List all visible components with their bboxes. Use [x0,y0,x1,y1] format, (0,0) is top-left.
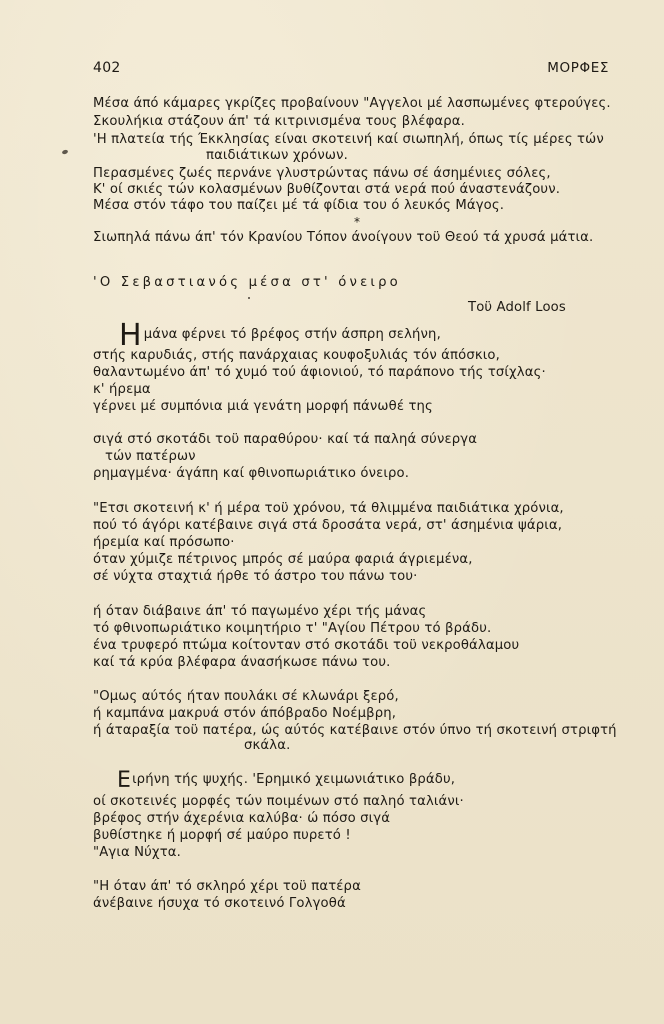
running-title: ΜΟΡΦΕΣ [547,60,609,76]
poem-line-text: μάνα φέρνει τό βρέφος στήν άσπρη σελήνη, [143,327,441,342]
poem-line: σέ νύχτα σταχτιά ήρθε τό άστρο του πάνω του· [93,569,418,584]
poem-line: "Ομως αύτός ήταν πουλάκι σέ κλωνάρι ξερό, [93,689,399,704]
ink-speck [248,297,250,299]
page-number: 402 [93,60,121,76]
poem-line: βυθίστηκε ή μορφή σέ μαύρο πυρετό ! [93,828,351,843]
page-header [93,60,609,80]
poem-line-with-dropcap [117,768,456,793]
poem-line: πού τό άγόρι κατέβαινε σιγά στά δροσάτα νερά, στ' άσημένια ψάρια, [93,518,563,533]
poem-line: κ' ήρεμα [93,382,151,397]
poem-line: τών πατέρων [105,449,196,464]
poem-line: ήρεμία καί πρόσωπο· [93,535,235,550]
poem-line-text: ιρήνη τής ψυχής. 'Ερημικό χειμωνιάτικο βράδυ, [132,772,456,787]
poem-title: 'Ο Σεβαστιανός μέσα στ' όνειρο [93,275,401,290]
poem-line: ένα τρυφερό πτώμα κοίτονταν στό σκοτάδι τοϋ νεκροθάλαμου [93,638,520,653]
poem-line: "Ετσι σκοτεινή κ' ή μέρα τοϋ χρόνου, τά θλιμμένα παιδιάτικα χρόνια, [93,501,564,516]
poem-line: καί τά κρύα βλέφαρα άνασήκωσε πάνω του. [93,655,391,670]
poem-line: σκάλα. [244,738,291,753]
poem-line: όταν χύμιζε πέτρινος μπρός σέ μαύρα φαριά άγριεμένα, [93,552,473,567]
poem-line: οί σκοτεινές μορφές τών ποιμένων στό παληό ταλιάνι· [93,794,464,809]
poem-line: άνέβαινε ήσυχα τό σκοτεινό Γολγοθά [93,896,346,911]
poem-line: τό φθινοπωριάτικο κοιμητήριο τ' "Αγίου Πέτρου τό βράδυ. [93,621,492,636]
poem-line: "Αγια Νύχτα. [93,845,181,860]
poem-line: ή καμπάνα μακρυά στόν άπόβραδο Νοέμβρη, [93,706,397,721]
top-poem-line: Σκουλήκια στάζουν άπ' τά κιτρινισμένα τους βλέφαρα. [93,114,465,129]
poem-line: γέρνει μέ συμπόνια μιά γενάτη μορφή πάνωθέ της [93,399,433,414]
poem-line: ή άταραξία τοϋ πατέρα, ώς αύτός κατέβαινε στόν ύπνο τή σκοτεινή στριφτή [93,723,617,738]
poem-line: θαλαντωμένο άπ' τό χυμό τού άφιονιού, τό παράπονο τής τσίχλας· [93,365,546,380]
top-poem-line: Σιωπηλά πάνω άπ' τόν Κρανίου Τόπον άνοίγουν τοϋ Θεού τά χρυσά μάτια. [93,230,594,245]
poem-dedication: Τοϋ Adolf Loos [468,300,566,315]
top-poem-line: παιδιάτικων χρόνων. [206,148,348,163]
top-poem-line: 'Η πλατεία τής Έκκλησίας είναι σκοτεινή καί σιωπηλή, όπως τίς μέρες τών [93,132,604,147]
poem-line-with-dropcap [119,318,441,353]
top-poem-line: Μέσα στόν τάφο του παίζει μέ τά φίδια του ό λευκός Μάγος. [93,198,505,213]
asterisk-separator: * [354,215,360,229]
top-poem-line: Κ' οί σκιές τών κολασμένων βυθίζονται στά νερά πού άναστενάζουν. [93,182,561,197]
poem-line: ρημαγμένα· άγάπη καί φθινοπωριάτικο όνειρο. [93,466,410,481]
top-poem-line: Περασμένες ζωές περνάνε γλυστρώντας πάνω σέ άσημένιες σόλες, [93,166,551,181]
poem-line: βρέφος στήν άχερένια καλύβα· ώ πόσο σιγά [93,811,391,826]
poem-line: στής καρυδιάς, στής πανάρχαιας κουφοξυλιάς τόν άπόσκιο, [93,348,500,363]
drop-cap: Ε [117,768,132,793]
drop-cap: Η [119,318,142,353]
poem-line: "Η όταν άπ' τό σκληρό χέρι τοϋ πατέρα [93,879,361,894]
ink-smudge [61,149,68,155]
top-poem-line: Μέσα άπό κάμαρες γκρίζες προβαίνουν "Αγγελοι μέ λασπωμένες φτερούγες. [93,96,611,111]
poem-line: σιγά στό σκοτάδι τοϋ παραθύρου· καί τά παληά σύνεργα [93,432,478,447]
poem-line: ή όταν διάβαινε άπ' τό παγωμένο χέρι τής μάνας [93,604,427,619]
